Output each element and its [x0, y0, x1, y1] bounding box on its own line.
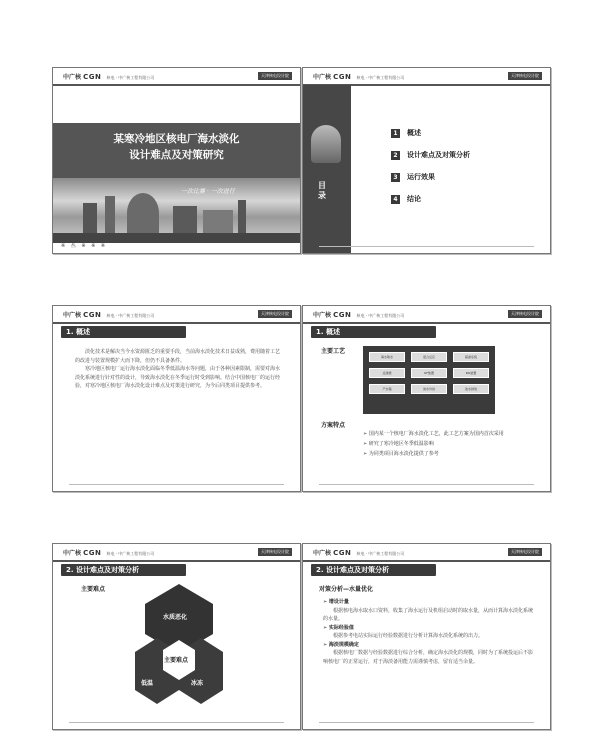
- logo-subtitle: 核电 · 中广核工程有限公司: [356, 75, 405, 80]
- logo-cgn: CGN: [333, 549, 352, 557]
- section-title: 2. 设计难点及对策分析: [311, 564, 436, 576]
- logo-text: 中广核: [313, 550, 332, 557]
- toc-item-4[interactable]: [391, 194, 421, 204]
- header-tag: 天津核电设计院: [258, 548, 292, 556]
- flow-box: 浓水排放: [453, 384, 489, 394]
- flow-box: RO装置: [453, 368, 489, 378]
- overview-body: [75, 348, 280, 391]
- subhead-features: 方案特点: [321, 422, 346, 429]
- flow-box: 产水箱: [369, 384, 405, 394]
- logo-subtitle: 核电 · 中广核工程有限公司: [106, 313, 155, 318]
- logo-cgn: CGN: [333, 73, 352, 81]
- slide-countermeasures[interactable]: [302, 543, 551, 730]
- difficulty-top: 水质恶化: [163, 614, 188, 621]
- toc-item-1[interactable]: [391, 128, 421, 138]
- flow-box: 海水取水: [369, 352, 405, 362]
- cgn-logo: [313, 72, 404, 81]
- flow-box: UF装置: [411, 368, 447, 378]
- item-title: ➢ 增设计量: [323, 599, 349, 605]
- difficulty-center: 主要难点: [164, 657, 189, 664]
- item-text: 根据核电海水取水口资料，收集了海水运行及机组启动时的取水量，从而计算海水淡化系统的水量。: [323, 607, 534, 622]
- footer-line: [319, 722, 534, 723]
- toc-number: 4: [391, 195, 400, 204]
- slide-overview-text[interactable]: [52, 305, 301, 492]
- logo-text: 中广核: [63, 74, 82, 81]
- item-text: 根据核电厂数据与经验数据进行综合分析，确定海水淡化的规模，同时为了系统投运后不影响核电厂的正常运行，对于海淡备用能力需谨慎考虑，留有适当余量。: [323, 650, 534, 665]
- item-text: 根据参考电站实际运行经验数据进行分析计算海水淡化系统的出力。: [333, 633, 484, 639]
- section-title: 1. 概述: [311, 326, 436, 338]
- slide-cover[interactable]: [52, 67, 301, 254]
- toc-label: 设计难点及对策分析: [407, 151, 470, 159]
- flow-box: 混合反应: [411, 352, 447, 362]
- subhead-process: 主要工艺: [321, 348, 346, 355]
- feature-bullet: ➢ 国内某一个核电厂海水淡化工艺，此工艺方案为国内首次采用: [363, 431, 504, 437]
- logo-text: 中广核: [313, 312, 332, 319]
- bullet-text: 国内某一个核电厂海水淡化工艺，此工艺方案为国内首次采用: [368, 431, 504, 437]
- toc-number: 2: [391, 151, 400, 160]
- header-tag: 天津核电设计院: [508, 310, 542, 318]
- section-title: 1. 概述: [61, 326, 186, 338]
- slide-header: [53, 544, 300, 562]
- title-line-1: 某寒冷地区核电厂海水淡化: [113, 133, 240, 145]
- logo-text: 中广核: [63, 312, 82, 319]
- plant-photo: [311, 125, 341, 163]
- slide-header: [53, 68, 300, 86]
- logo-subtitle: 核电 · 中广核工程有限公司: [106, 75, 155, 80]
- toc-sidebar: [303, 85, 351, 253]
- cgn-logo: [313, 548, 404, 557]
- item-title: ➢ 海淡规模确定: [323, 641, 359, 648]
- logo-cgn: CGN: [333, 311, 352, 319]
- flow-box: 超滤系统: [453, 352, 489, 362]
- toc-number: 3: [391, 173, 400, 182]
- plant-landscape-image: [53, 178, 300, 243]
- footer-icons: ※ 丛 ※ ※ ※: [61, 243, 108, 249]
- toc-number: 1: [391, 129, 400, 138]
- header-tag: 天津核电设计院: [508, 548, 542, 556]
- footer-line: [319, 246, 534, 247]
- logo-text: 中广核: [63, 550, 82, 557]
- logo-subtitle: 核电 · 中广核工程有限公司: [356, 551, 405, 556]
- slide-difficulties[interactable]: [52, 543, 301, 730]
- toc-label: 概述: [407, 129, 421, 137]
- hex-diagram-shapes: [133, 582, 225, 710]
- signature-handwriting: 一次比赛 · 一次进行: [181, 188, 235, 195]
- title-line-2: 设计难点及对策研究: [129, 149, 224, 161]
- header-tag: 天津核电设计院: [508, 72, 542, 80]
- cgn-logo: [63, 72, 154, 81]
- feature-bullet: ➢ 为同类项目海水淡化提供了参考: [363, 451, 439, 457]
- slide-header: [53, 306, 300, 324]
- slide-header: [303, 544, 550, 562]
- toc-item-2[interactable]: [391, 150, 470, 160]
- flow-box: 淡水外供: [411, 384, 447, 394]
- toc-label: 运行效果: [407, 173, 435, 181]
- paragraph-1: 淡化技术是解决当今水资源匮乏的重要手段，当前海水淡化技术日益成熟，费用随着工艺的改进与装置规模扩大而下降，但仍不具备条件。: [75, 349, 281, 364]
- process-flowchart: [363, 346, 495, 414]
- slide-header: [303, 68, 550, 86]
- cgn-logo: [63, 310, 154, 319]
- toc-label: 结论: [407, 195, 421, 203]
- difficulty-diagram: [133, 582, 225, 710]
- flow-box: 反渗透: [369, 368, 405, 378]
- logo-cgn: CGN: [83, 549, 102, 557]
- toc-heading: 目录: [318, 181, 326, 200]
- item-title: ➢ 实际经验值: [323, 624, 354, 631]
- cgn-logo: [63, 548, 154, 557]
- logo-subtitle: 核电 · 中广核工程有限公司: [106, 551, 155, 556]
- header-tag: 天津核电设计院: [258, 72, 292, 80]
- logo-subtitle: 核电 · 中广核工程有限公司: [356, 313, 405, 318]
- logo-text: 中广核: [313, 74, 332, 81]
- slide-header: [303, 306, 550, 324]
- difficulty-left: 低温: [141, 680, 154, 687]
- presentation-title: [53, 131, 300, 163]
- footer-line: [69, 484, 284, 485]
- logo-cgn: CGN: [83, 311, 102, 319]
- difficulty-right: 冰冻: [191, 680, 204, 687]
- slide-contents[interactable]: [302, 67, 551, 254]
- toc-item-3[interactable]: [391, 172, 435, 182]
- slide-overview-process[interactable]: [302, 305, 551, 492]
- logo-cgn: CGN: [83, 73, 102, 81]
- header-tag: 天津核电设计院: [258, 310, 292, 318]
- section-title: 2. 设计难点及对策分析: [61, 564, 186, 576]
- subhead-difficulties: 主要难点: [81, 586, 106, 593]
- countermeasure-list: [323, 598, 535, 666]
- feature-bullet: ➢ 研究了寒冷地区冬季低温影响: [363, 441, 434, 447]
- cgn-logo: [313, 310, 404, 319]
- footer-line: [69, 722, 284, 723]
- footer-line: [319, 484, 534, 485]
- bullet-text: 为同类项目海水淡化提供了参考: [368, 451, 439, 457]
- plant-silhouette: [53, 178, 300, 243]
- paragraph-2: 寒冷地区核电厂运行海水淡化面临冬季低温海水等问题，由于各种因素限制，需要对海水淡化系统进行针对性的设计，导致海水淡化在冬季运行时受到影响。结合中国核电厂的运行经验，对寒冷地区核电厂海水淡化设计难点及对策进行研究，为今后同类项目提供参考。: [75, 366, 281, 389]
- bullet-text: 研究了寒冷地区冬季低温影响: [368, 441, 434, 447]
- subhead-countermeasures: 对策分析—水量优化: [319, 586, 374, 593]
